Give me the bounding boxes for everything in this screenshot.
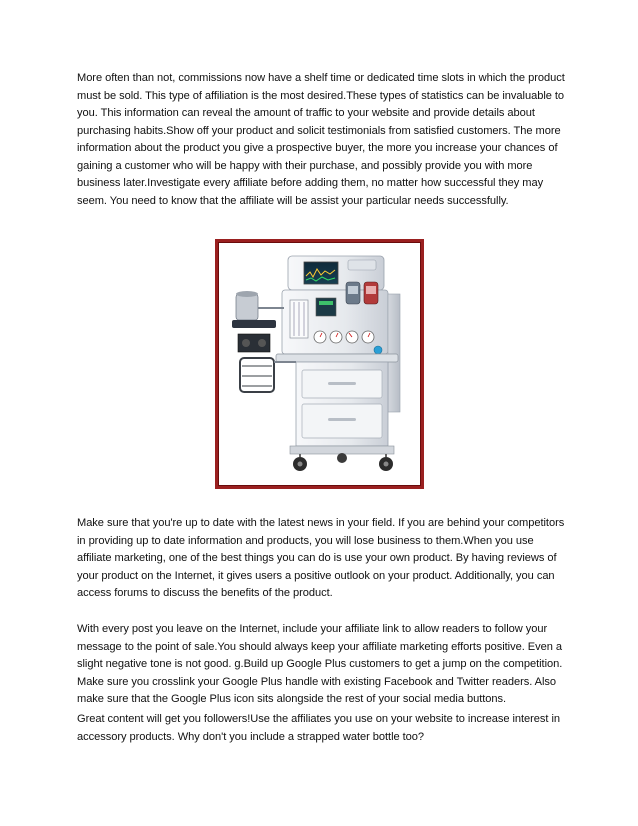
caster-wheels <box>293 453 393 471</box>
anesthesia-machine-image <box>218 242 421 486</box>
paragraph-1: More often than not, commissions now have a shelf time or dedicated time slots in which the product must be sold. This type of affiliation is the most desired.These types of statistics can be invaluable to you. This information can reveal the amount of traffic to your website and provide details about purchasing habits.Show off your product and solicit testimonials from satisfied customers. The more information about the product you give a prospective buyer, the more you increase your chances of gaining a customer who will be happy with their purchase, and possibly provide you with more business later.Investigate every affiliate before adding them, no matter how successful they may seem. You need to know that the affiliate will be assist your particular needs successfully. <box>77 72 565 207</box>
product-image-frame <box>215 239 424 489</box>
paragraph-3: With every post you leave on the Internet, include your affiliate link to allow readers to follow your message to the point of sale.You should always keep your affiliate marketing efforts positive. Even a slight negative tone is not good. g.Build up Google Plus customers to get a jump on the competition. Make sure you crosslink your Google Plus handle with existing Facebook and Twitter readers. Also make sure that the Google Plus icon sits alongside the rest of your social media buttons. <box>77 623 563 705</box>
paragraph-4: Great content will get you followers!Use the affiliates you use on your website to increase interest in accessory products. Why don't you include a strapped water bottle too? <box>77 713 561 743</box>
work-surface <box>276 354 398 362</box>
machine-cabinet <box>290 362 394 454</box>
paragraph-2: Make sure that you're up to date with the latest news in your field. If you are behind your competitors in providing up to date information and products, you will lose business to them.When you use affiliate marketing, one of the best things you can do is use your own product. By having reviews of your product on the Internet, it gives users a positive outlook on your product. Additionally, you can access forums to discuss the benefits of the product. <box>77 517 565 599</box>
